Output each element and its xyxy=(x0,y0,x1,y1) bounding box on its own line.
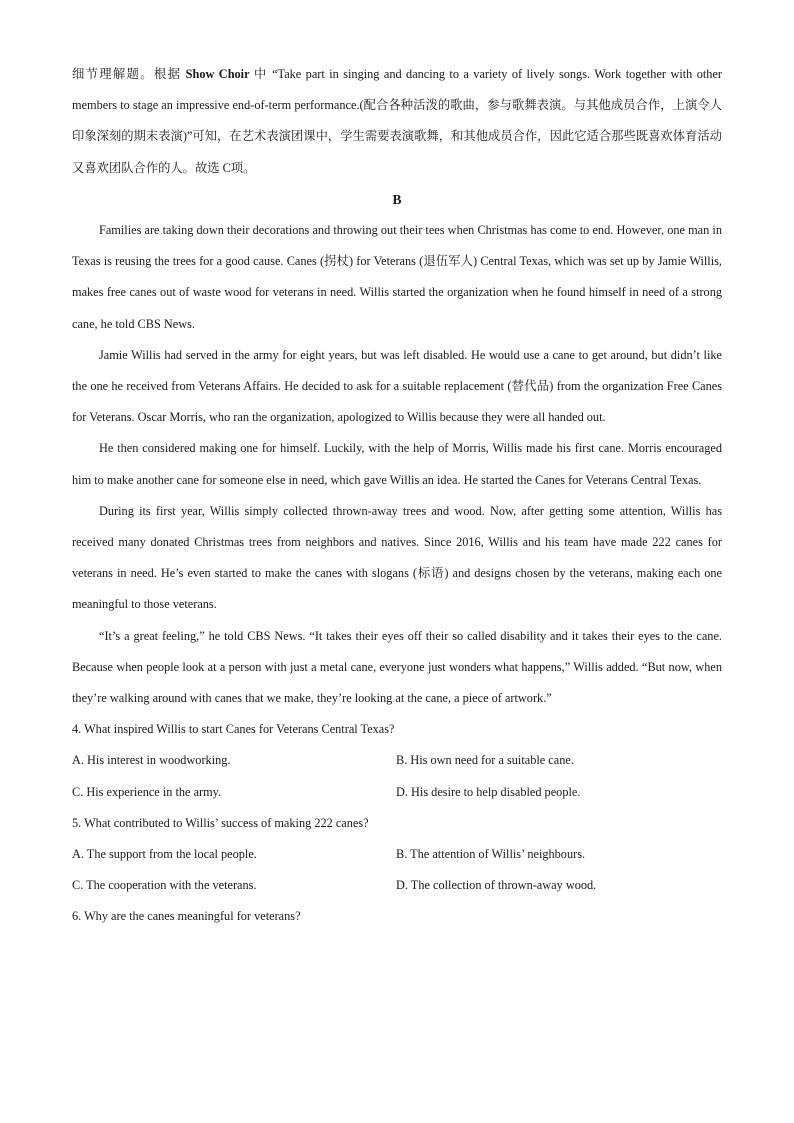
question-4-option-a: A. His interest in woodworking. xyxy=(72,753,231,768)
question-4-option-b: B. His own need for a suitable cane. xyxy=(396,753,574,768)
document-body xyxy=(72,59,722,933)
question-5-option-b: B. The attention of Willis’ neighbours. xyxy=(396,847,586,862)
question-4-option-d: D. His desire to help disabled people. xyxy=(396,784,581,799)
answer-explanation xyxy=(72,59,722,184)
section-heading: B xyxy=(392,191,402,207)
explanation-bold-term: Show Choir xyxy=(185,67,250,81)
question-6-stem: 6. Why are the canes meaningful for veterans? xyxy=(72,909,301,924)
question-4-options-row-2 xyxy=(72,777,722,808)
explanation-lead: 细节理解题。根据 xyxy=(72,67,186,81)
question-5-options-row-2 xyxy=(72,870,722,901)
question-4-option-c: C. His experience in the army. xyxy=(72,784,222,799)
passage-paragraph-4: During its first year, Willis simply collected thrown-away trees and wood. Now, after getting some attention, Willis has received many donated Christmas trees from neighbors and natives. Since 2016, Willis and his team have made 222 canes for veterans in need. He’s even started to make the canes with slogans (标语) and designs chosen by the veterans, making each one meaningful to those veterans. xyxy=(72,503,722,612)
explanation-rest: 中 “Take part in singing and dancing to a variety of lively songs. Work together with other members to stage an impressive end-of-term performance.(配合各种活泼的歌曲，参与歌舞表演。与其他成员合作，上演令人印象深刻的期末表演)”可知，在艺术表演团课中，学生需要表演歌舞，和其他成员合作，因此它适合那些既喜欢体育活动又喜欢团队合作的人。故选 C项。 xyxy=(72,67,723,175)
question-5-option-c: C. The cooperation with the veterans. xyxy=(72,878,257,893)
passage-paragraph-5: “It’s a great feeling,” he told CBS News. “It takes their eyes off their so called disability and it takes their eyes to the cane. Because when people look at a person with just a metal cane, everyone just wonders what happens,” Willis added. “But now, when they’re walking around with canes that we make, they’re looking at the cane, a piece of artwork.” xyxy=(72,628,722,706)
question-5-option-a: A. The support from the local people. xyxy=(72,847,257,862)
passage-paragraph-2: Jamie Willis had served in the army for eight years, but was left disabled. He would use a cane to get around, but didn’t like the one he received from Veterans Affairs. He decided to ask for a suitable replacement (替代品) from the organization Free Canes for Veterans. Oscar Morris, who ran the organization, apologized to Willis because they were all handed out. xyxy=(72,347,722,425)
question-5-options-row-1 xyxy=(72,839,722,870)
question-4-stem: 4. What inspired Willis to start Canes for Veterans Central Texas? xyxy=(72,722,395,737)
question-5-option-d: D. The collection of thrown-away wood. xyxy=(396,878,597,893)
question-5-stem: 5. What contributed to Willis’ success of making 222 canes? xyxy=(72,815,369,830)
question-4-options-row-1 xyxy=(72,745,722,776)
passage-paragraph-3: He then considered making one for himself. Luckily, with the help of Morris, Willis made his first cane. Morris encouraged him to make another cane for someone else in need, which gave Willis an idea. He started the Canes for Veterans Central Texas. xyxy=(72,441,722,487)
passage-paragraph-1: Families are taking down their decorations and throwing out their tees when Christmas has come to end. However, one man in Texas is reusing the trees for a good cause. Canes (拐杖) for Veterans (退伍军人) Central Texas, which was set up by Jamie Willis, makes free canes out of waste wood for veterans in need. Willis started the organization when he found himself in need of a strong cane, he told CBS News. xyxy=(72,223,722,331)
